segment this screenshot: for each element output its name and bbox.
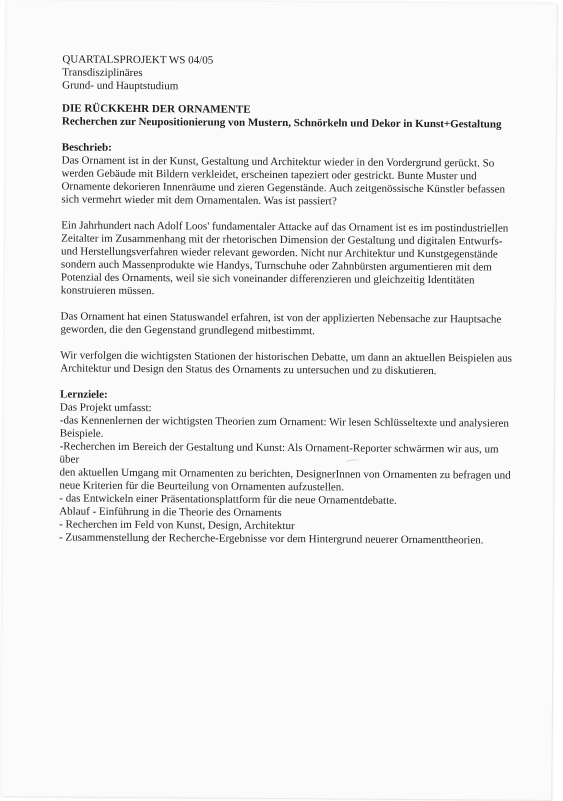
course-line: QUARTALSPROJEKT WS 04/05: [62, 53, 214, 67]
description-paragraph: Ein Jahrhundert nach Adolf Loos' fundamentaler Attacke auf das Ornament ist es im postindustriellen Zeitalter im Zusammenhang mit der rhetorischen Dimension der Gestaltung und digitalen Entwurfs- und Herstellungsverfahren wieder relevant geworden. Nicht nur Architektur und Kunstgegenstände sondern auch Massenprodukte wie Handys, Turnschuhe oder Zahnbürsten argumentieren mit dem Potenzial des Ornaments, weil sie sich voneinander differenzieren und gleichzeitig Identitäten konstruieren müssen.: [60, 219, 509, 298]
document-title: DIE RÜCKKEHR DER ORNAMENTE: [61, 102, 251, 116]
document-body: [59, 53, 522, 547]
goals-line: Das Projekt umfasst:: [59, 401, 152, 415]
level-line: Grund- und Hauptstudium: [62, 79, 179, 93]
goals-line: - Recherchen im Feld von Kunst, Design, Architektur: [59, 518, 295, 533]
goals-line: - Zusammenstellung der Recherche-Ergebnisse vor dem Hintergrund neuerer Ornamenttheorien.: [58, 531, 484, 547]
description-paragraph: Das Ornament ist in der Kunst, Gestaltung und Architektur wieder in den Vordergrund gerückt. So werden Gebäude mit Bildern verkleidet, erscheinen tapeziert oder gestrickt. Bunte Muster und Ornamente dekorieren Innenräume und zieren Gegenstände. Auch zeitgenössische Künstler befassen sich vermehrt wieder mit dem Ornamentalen. Was ist passiert?: [61, 154, 506, 208]
description-heading: Beschrieb:: [61, 141, 112, 154]
goals-line: den aktuellen Umgang mit Ornamenten zu berichten, DesignerInnen von Ornamenten zu befragen und neue Kriterien für die Beurteilung von Ornamenten aufzustellen.: [59, 466, 511, 494]
goals-line: Ablauf - Einführung in die Theorie des Ornaments: [59, 505, 282, 520]
goals-line: - das Entwickeln einer Präsentationsplattform für die neue Ornamentdebatte.: [59, 492, 397, 507]
goals-line: -Recherchen im Bereich der Gestaltung und Kunst: Als Ornament-Reporter schwärmen wir aus, um über: [59, 440, 499, 466]
discipline-line: Transdisziplinäres: [62, 66, 143, 80]
paper-sheet: [1, 0, 557, 800]
goals-heading: Lernziele:: [59, 388, 108, 401]
description-paragraph: Wir verfolgen die wichtigsten Stationen der historischen Debatte, um dann an aktuellen Beispielen aus Architektur und Design den Status des Ornaments zu untersuchen und zu diskutieren.: [60, 349, 512, 378]
document-subtitle: Recherchen zur Neupositionierung von Mustern, Schnörkeln und Dekor in Kunst+Gestaltung: [61, 115, 502, 131]
goals-line: -das Kennenlernen der wichtigsten Theorien zum Ornament: Wir lesen Schlüsseltexte und analysieren Beispiele.: [59, 414, 509, 440]
description-paragraph: Das Ornament hat einen Statuswandel erfahren, ist von der applizierten Nebensache zur Hauptsache geworden, die den Gegenstand grundlegend mitbestimmt.: [60, 310, 502, 338]
